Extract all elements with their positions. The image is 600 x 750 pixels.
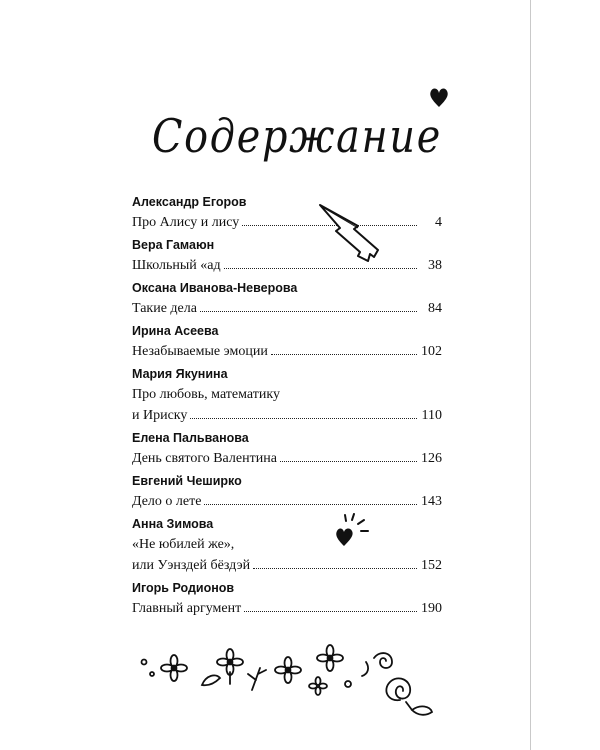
toc-author: Ирина Асеева (132, 324, 219, 338)
toc-entry[interactable] (132, 255, 442, 276)
toc-entry-title: Школьный «ад (132, 258, 221, 273)
toc-entry[interactable] (132, 405, 442, 426)
toc-entry-title: Незабываемые эмоции (132, 344, 268, 359)
heart-icon (427, 85, 451, 111)
toc-entry[interactable] (132, 534, 442, 555)
toc-entry[interactable] (132, 555, 442, 576)
toc-author: Мария Якунина (132, 367, 228, 381)
toc-author: Елена Пальванова (132, 431, 249, 445)
toc-entry-title: или Уэнздей бёздэй (132, 558, 251, 573)
contents-title-text: Содержание (152, 109, 442, 163)
toc-entry-title: Главный аргумент (132, 601, 242, 616)
toc-entry[interactable] (132, 298, 442, 319)
toc-entry[interactable] (132, 212, 442, 233)
toc-page-number: 102 (421, 344, 442, 359)
toc-entry[interactable] (132, 341, 442, 362)
toc-page-number: 38 (428, 258, 442, 273)
contents-title (150, 92, 460, 182)
table-of-contents (132, 192, 442, 621)
dot-leader (280, 461, 417, 462)
toc-entry-title: День святого Валентина (132, 451, 277, 466)
toc-entry[interactable] (132, 491, 442, 512)
toc-entry-title: «Не юбилей же», (132, 537, 235, 552)
dot-leader (224, 268, 417, 269)
toc-entry-title: Такие дела (132, 301, 197, 316)
toc-author: Вера Гамаюн (132, 238, 215, 252)
toc-page-number: 143 (421, 494, 442, 509)
toc-page-number: 126 (421, 451, 442, 466)
toc-author: Евгений Чеширко (132, 474, 242, 488)
toc-author: Александр Егоров (132, 195, 247, 209)
toc-author: Оксана Иванова-Неверова (132, 281, 298, 295)
toc-entry-title: и Ириску (132, 408, 188, 423)
heart-sparkle-icon (330, 512, 375, 557)
dot-leader (204, 504, 417, 505)
toc-author: Игорь Родионов (132, 581, 235, 595)
dot-leader (200, 311, 417, 312)
toc-entry-title: Про любовь, математику (132, 387, 280, 402)
dot-leader (271, 354, 417, 355)
dot-leader (253, 568, 417, 569)
toc-page-number: 190 (421, 601, 442, 616)
toc-entry-title: Дело о лете (132, 494, 202, 509)
toc-entry[interactable] (132, 384, 442, 405)
dot-leader (244, 611, 417, 612)
arrow-cursor-icon (318, 202, 393, 264)
toc-entry[interactable] (132, 448, 442, 469)
toc-page-number: 4 (435, 215, 442, 230)
toc-entry[interactable] (132, 598, 442, 619)
dot-leader (190, 418, 417, 419)
toc-entry-title: Про Алису и лису (132, 215, 240, 230)
toc-page-number: 110 (421, 408, 442, 423)
toc-page-number: 84 (428, 301, 442, 316)
toc-page-number: 152 (421, 558, 442, 573)
flower-doodle-icon (130, 640, 450, 730)
toc-author: Анна Зимова (132, 517, 214, 531)
